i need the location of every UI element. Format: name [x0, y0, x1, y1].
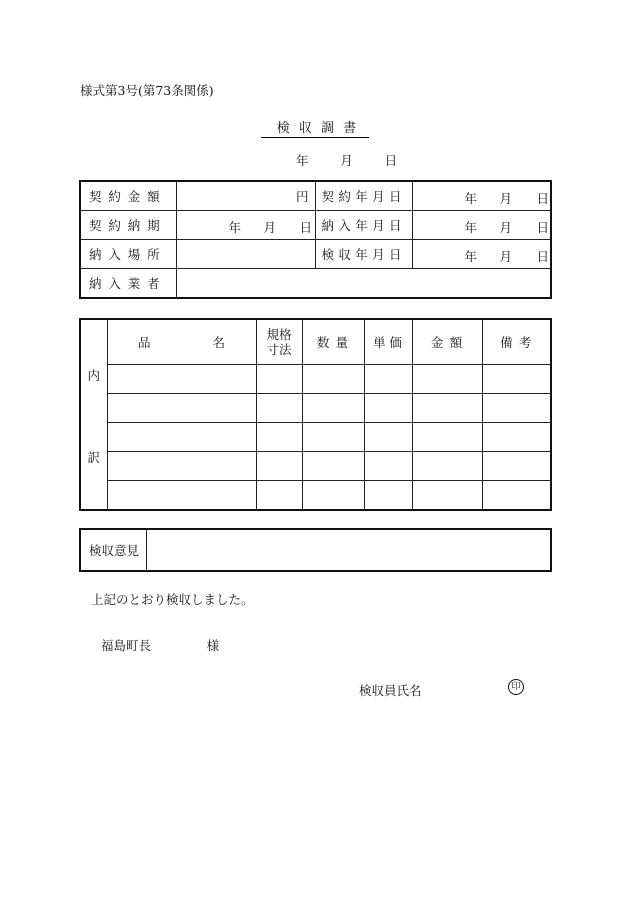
- delivery-date-label: 納入年月日: [315, 211, 412, 240]
- delivery-place-label: 納入場所: [80, 240, 176, 269]
- item-name-cell[interactable]: [107, 365, 256, 394]
- spec-cell[interactable]: [256, 452, 302, 481]
- spec-cell[interactable]: [256, 481, 302, 511]
- delivery-date-field[interactable]: [412, 211, 551, 240]
- delivery-deadline-field[interactable]: [176, 211, 315, 240]
- item-name-cell[interactable]: [107, 423, 256, 452]
- ymd-month: 月: [499, 191, 513, 206]
- item-name-cell[interactable]: [107, 394, 256, 423]
- unit-price-cell[interactable]: [364, 394, 412, 423]
- inspection-date-label: 検収年月日: [315, 240, 412, 269]
- ymd-year: 年: [464, 191, 478, 206]
- detail-row: [80, 481, 551, 511]
- addressee-honorific: 様: [206, 638, 220, 653]
- contract-info-table: [79, 180, 552, 299]
- remarks-cell[interactable]: [482, 394, 551, 423]
- amount-cell[interactable]: [412, 365, 482, 394]
- delivery-deadline-label: 契約納期: [80, 211, 176, 240]
- spec-header-2: 寸法: [266, 342, 292, 357]
- detail-row: [80, 394, 551, 423]
- delivery-place-field[interactable]: [176, 240, 315, 269]
- confirmation-text: 上記のとおり検収しました。: [91, 592, 254, 607]
- contract-date-label: 契約年月日: [315, 181, 412, 211]
- item-name-header-2: 名: [212, 335, 226, 350]
- delivery-place-row: [80, 240, 551, 269]
- supplier-row: [80, 269, 551, 299]
- document-title: [0, 117, 630, 138]
- spec-cell[interactable]: [256, 423, 302, 452]
- yen-unit: 円: [295, 189, 309, 204]
- spec-cell[interactable]: [256, 365, 302, 394]
- amount-header: 金額: [412, 319, 482, 365]
- side-label-uchi: 内: [87, 368, 100, 383]
- form-number: 様式第3号(第73条関係): [80, 83, 214, 98]
- detail-row: [80, 423, 551, 452]
- quantity-cell[interactable]: [302, 394, 364, 423]
- document-date: [296, 151, 397, 169]
- unit-price-cell[interactable]: [364, 481, 412, 511]
- amount-cell[interactable]: [412, 394, 482, 423]
- quantity-cell[interactable]: [302, 365, 364, 394]
- quantity-cell[interactable]: [302, 452, 364, 481]
- addressee: [101, 636, 219, 654]
- unit-price-cell[interactable]: [364, 423, 412, 452]
- spec-header-1: 規格: [266, 327, 292, 342]
- addressee-name: 福島町長: [101, 638, 152, 653]
- inspector-name-label: 検収員氏名: [359, 683, 422, 698]
- unit-price-cell[interactable]: [364, 452, 412, 481]
- ymd-day: 日: [536, 220, 550, 235]
- date-year: 年: [296, 153, 309, 168]
- amount-cell[interactable]: [412, 423, 482, 452]
- detail-row: [80, 452, 551, 481]
- contract-amount-row: [80, 181, 551, 211]
- inspection-opinion-label: 検収意見: [80, 529, 146, 571]
- item-name-header: [107, 319, 256, 365]
- item-name-cell[interactable]: [107, 452, 256, 481]
- ymd-year: 年: [464, 249, 478, 264]
- supplier-field[interactable]: [176, 269, 551, 299]
- quantity-cell[interactable]: [302, 481, 364, 511]
- ymd-month: 月: [499, 249, 513, 264]
- seal-mark: 印: [508, 679, 524, 695]
- amount-cell[interactable]: [412, 452, 482, 481]
- ymd-month: 月: [499, 220, 513, 235]
- inspection-opinion-table: [79, 528, 552, 572]
- remarks-cell[interactable]: [482, 452, 551, 481]
- supplier-label: 納入業者: [80, 269, 176, 299]
- detail-row: [80, 365, 551, 394]
- inspection-date-field[interactable]: [412, 240, 551, 269]
- contract-date-field[interactable]: [412, 181, 551, 211]
- unit-price-cell[interactable]: [364, 365, 412, 394]
- spec-cell[interactable]: [256, 394, 302, 423]
- ymd-month: 月: [263, 220, 277, 235]
- detail-side-label: [80, 319, 107, 510]
- ymd-day: 日: [299, 220, 313, 235]
- remarks-cell[interactable]: [482, 423, 551, 452]
- date-day: 日: [384, 153, 398, 168]
- remarks-cell[interactable]: [482, 365, 551, 394]
- ymd-day: 日: [536, 191, 550, 206]
- amount-cell[interactable]: [412, 481, 482, 511]
- quantity-cell[interactable]: [302, 423, 364, 452]
- quantity-header: 数量: [302, 319, 364, 365]
- delivery-deadline-row: [80, 211, 551, 240]
- ymd-day: 日: [536, 249, 550, 264]
- contract-amount-field[interactable]: [176, 181, 315, 211]
- date-month: 月: [340, 153, 353, 168]
- contract-amount-label: 契約金額: [80, 181, 176, 211]
- side-label-wake: 訳: [87, 450, 100, 465]
- detail-header-row: [80, 319, 551, 365]
- unit-price-header: 単価: [364, 319, 412, 365]
- ymd-year: 年: [228, 220, 242, 235]
- item-name-cell[interactable]: [107, 481, 256, 511]
- item-name-header-1: 品: [137, 335, 151, 350]
- document-title-text: 検収調書: [261, 117, 369, 138]
- detail-table: [79, 318, 552, 511]
- ymd-year: 年: [464, 220, 478, 235]
- remarks-cell[interactable]: [482, 481, 551, 511]
- inspection-opinion-field[interactable]: [146, 529, 551, 571]
- remarks-header: 備考: [482, 319, 551, 365]
- spec-header: [256, 319, 302, 365]
